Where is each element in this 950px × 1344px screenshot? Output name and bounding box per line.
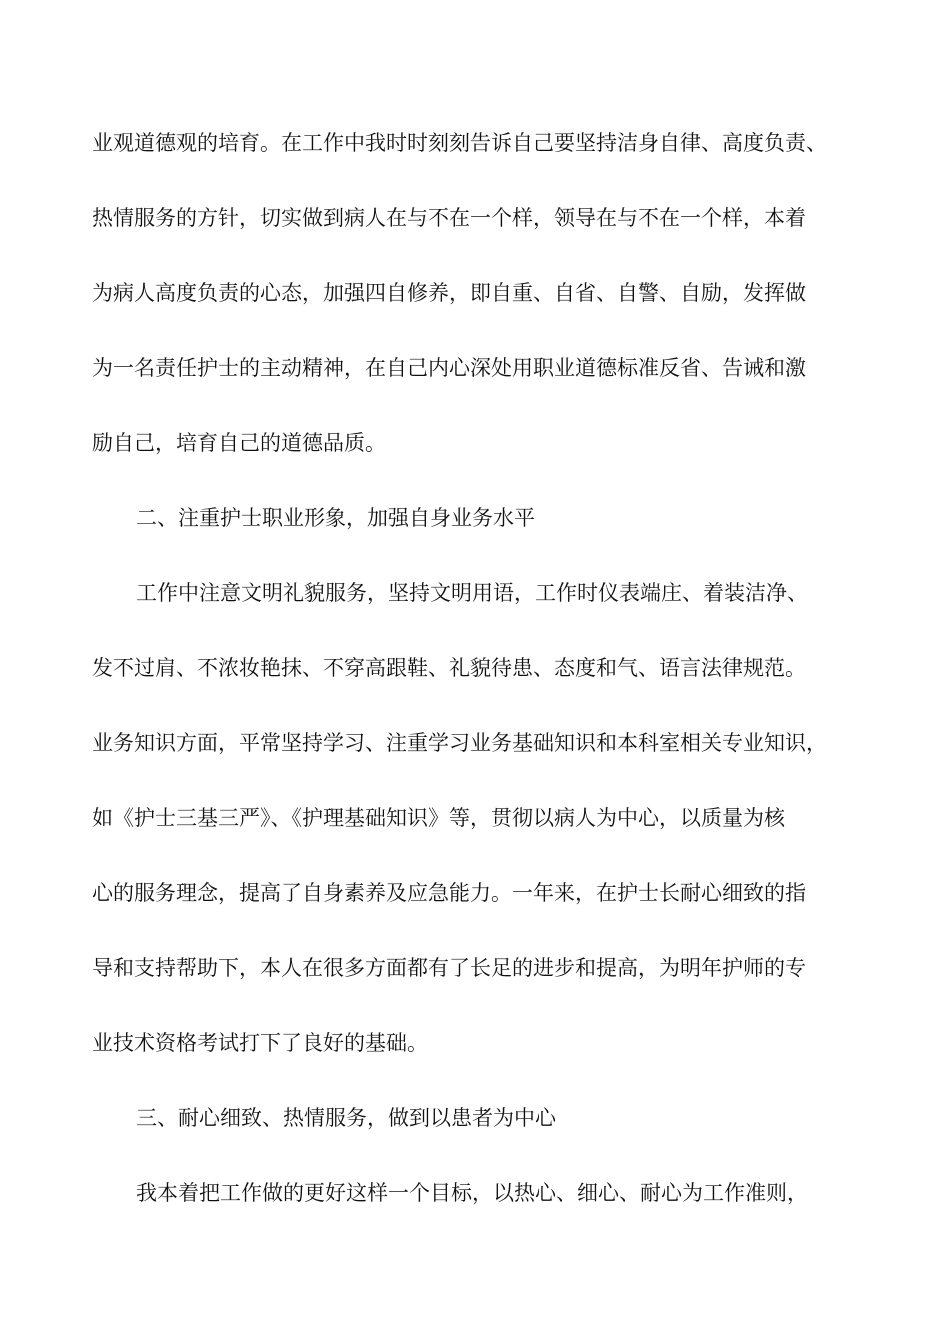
paragraph-line: 为一名责任护士的主动精神，在自己内心深处用职业道德标准反省、告诫和激 — [92, 356, 806, 380]
paragraph-line: 为病人高度负责的心态，加强四自修养，即自重、自省、自警、自励，发挥做 — [92, 281, 806, 305]
paragraph-line: 我本着把工作做的更好这样一个目标，以热心、细心、耐心为工作准则， — [136, 1181, 808, 1205]
paragraph-line: 心的服务理念，提高了自身素养及应急能力。一年来，在护士长耐心细致的指 — [92, 881, 806, 905]
section-heading: 二、注重护士职业形象，加强自身业务水平 — [136, 506, 535, 530]
paragraph-line: 业观道德观的培育。在工作中我时时刻刻告诉自己要坚持洁身自律、高度负责、 — [92, 131, 827, 155]
paragraph-line: 励自己，培育自己的道德品质。 — [92, 431, 386, 455]
paragraph-line: 业技术资格考试打下了良好的基础。 — [92, 1031, 428, 1055]
paragraph-line: 工作中注意文明礼貌服务，坚持文明用语，工作时仪表端庄、着装洁净、 — [136, 581, 808, 605]
paragraph-line: 如《护士三基三严》、《护理基础知识》等，贯彻以病人为中心，以质量为核 — [92, 806, 785, 830]
paragraph-line: 发不过肩、不浓妆艳抹、不穿高跟鞋、礼貌待患、态度和气、语言法律规范。 — [92, 656, 806, 680]
paragraph-line: 业务知识方面，平常坚持学习、注重学习业务基础知识和本科室相关专业知识， — [92, 731, 827, 755]
paragraph-line: 热情服务的方针，切实做到病人在与不在一个样，领导在与不在一个样，本着 — [92, 206, 806, 230]
paragraph-line: 导和支持帮助下，本人在很多方面都有了长足的进步和提高，为明年护师的专 — [92, 956, 806, 980]
section-heading: 三、耐心细致、热情服务，做到以患者为中心 — [136, 1106, 556, 1130]
